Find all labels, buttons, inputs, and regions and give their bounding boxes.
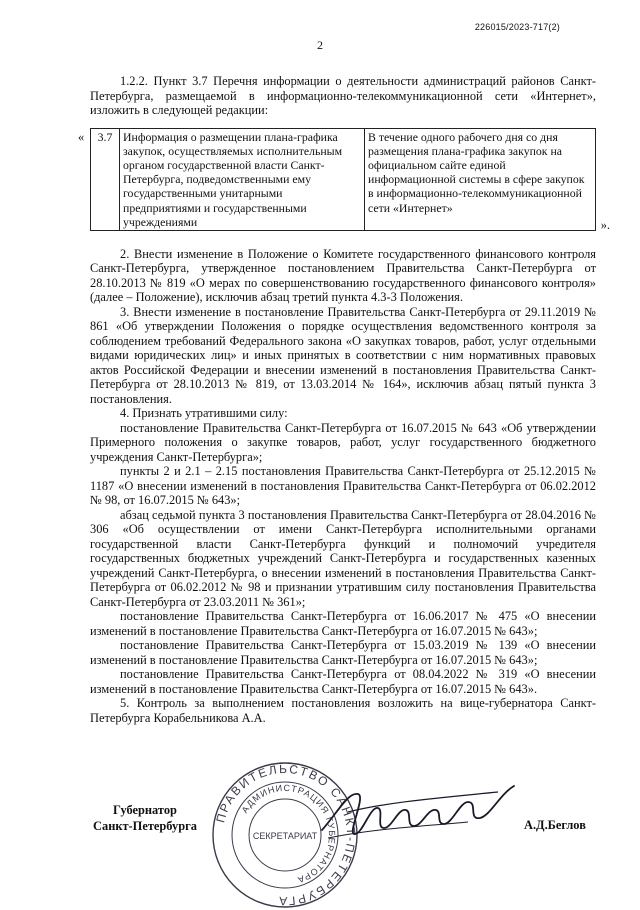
amendment-table [90, 128, 596, 231]
paragraph-4-item-5: постановление Правительства Санкт-Петербурга от 15.03.2019 № 139 «О внесении изменений в постановление Правительства Санкт-Петербурга от 16.07.2015 № 643»; [90, 638, 596, 667]
governor-title [90, 802, 200, 834]
table-cell-number: 3.7 [91, 128, 120, 230]
handwritten-signature [318, 772, 518, 852]
table-row [91, 128, 596, 230]
governor-name: А.Д.Беглов [524, 818, 586, 832]
stamp-outer-text: ПРАВИТЕЛЬСТВО САНКТ-ПЕТЕРБУРГА [213, 761, 359, 909]
stamp-center-text: СЕКРЕТАРИАТ [252, 831, 318, 841]
paragraph-4-item-2: пункты 2 и 2.1 – 2.15 постановления Правительства Санкт-Петербурга от 25.12.2015 № 1187 «О внесении изменений в постановления Правительства Санкт-Петербурга от 06.02.2012 № 98, от 16.07.2015 № 643»; [90, 464, 596, 508]
stamp-middle-text: АДМИНИСТРАЦИЯ ГУБЕРНАТОРА [239, 782, 338, 886]
paragraph-4-item-6: постановление Правительства Санкт-Петербурга от 08.04.2022 № 319 «О внесении изменений в постановление Правительства Санкт-Петербурга от 16.07.2015 № 643». [90, 667, 596, 696]
document-body [78, 74, 610, 725]
quote-close: ». [600, 218, 610, 233]
quote-open: « [78, 129, 85, 144]
governor-title-line-2: Санкт-Петербурга [93, 819, 197, 833]
table-cell-deadline: В течение одного рабочего дня со дня размещения плана-графика закупок на официальном сайте единой информационной системы в сфере закупок в информационно-телекоммуникационной сети «Интернет» [365, 128, 596, 230]
document-number: 226015/2023-717(2) [474, 22, 560, 32]
table-cell-information: Информация о размещении плана-графика закупок, осуществляемых исполнительным органом государственной власти Санкт-Петербурга, подведомственными ему государственными унитарными предприятиями и государственными учреждениями [120, 128, 365, 230]
paragraph-1-2-2: 1.2.2. Пункт 3.7 Перечня информации о деятельности администраций районов Санкт-Петербурга, размещаемой в информационно-телекоммуникационной сети «Интернет», изложить в следующей редакции: [90, 74, 596, 117]
paragraph-4-item-3: абзац седьмой пункта 3 постановления Правительства Санкт-Петербурга от 28.04.2016 № 306 «Об осуществлении от имени Санкт-Петербурга исполнительными органами государственной власти Санкт-Петербурга функций и полномочий учредителя государственных бюджетных учреждений Санкт-Петербурга и государственных казенных учреждений Санкт-Петербурга, о внесении изменений в постановления Правительства Санкт-Петербурга от 06.02.2012 № 98 и признании утратившим силу постановления Правительства Санкт-Петербурга от 23.03.2011 № 361»; [90, 507, 596, 609]
page-number: 2 [317, 38, 323, 52]
paragraph-3: 3. Внести изменение в постановление Правительства Санкт-Петербурга от 29.11.2019 № 861 «Об утверждении Положения о порядке осуществления ведомственного контроля за соблюдением требований Федерального закона «О закупках товаров, работ, услуг отдельными видами юридических лиц» и иных принятых в соответствии с ним нормативных правовых актов Российской Федерации и внесении изменений в постановления Правительства Санкт-Петербурга от 28.10.2013 № 819, от 13.03.2014 № 164», исключив абзац пятый пункта 3 постановления. [90, 304, 596, 406]
signature-block [0, 761, 640, 909]
amendment-table-block [78, 128, 610, 233]
paragraph-5: 5. Контроль за выполнением постановления возложить на вице-губернатора Санкт-Петербурга Корабельникова А.А. [90, 696, 596, 725]
paragraph-4-item-4: постановление Правительства Санкт-Петербурга от 16.06.2017 № 475 «О внесении изменений в постановление Правительства Санкт-Петербурга от 16.07.2015 № 643»; [90, 609, 596, 638]
paragraph-4-item-1: постановление Правительства Санкт-Петербурга от 16.07.2015 № 643 «Об утверждении Примерного положения о закупке товаров, работ, услуг государственного бюджетного учреждения Санкт-Петербурга»; [90, 420, 596, 464]
paragraph-2: 2. Внести изменение в Положение о Комитете государственного финансового контроля Санкт-Петербурга, утвержденное постановлением Правительства Санкт-Петербурга от 28.10.2013 № 819 «О мерах по совершенствованию государственного финансового контроля» (далее – Положение), исключив абзац третий пункта 4.3-3 Положения. [90, 246, 596, 305]
governor-title-line-1: Губернатор [113, 803, 177, 817]
paragraph-4: 4. Признать утратившими силу: [120, 406, 288, 421]
